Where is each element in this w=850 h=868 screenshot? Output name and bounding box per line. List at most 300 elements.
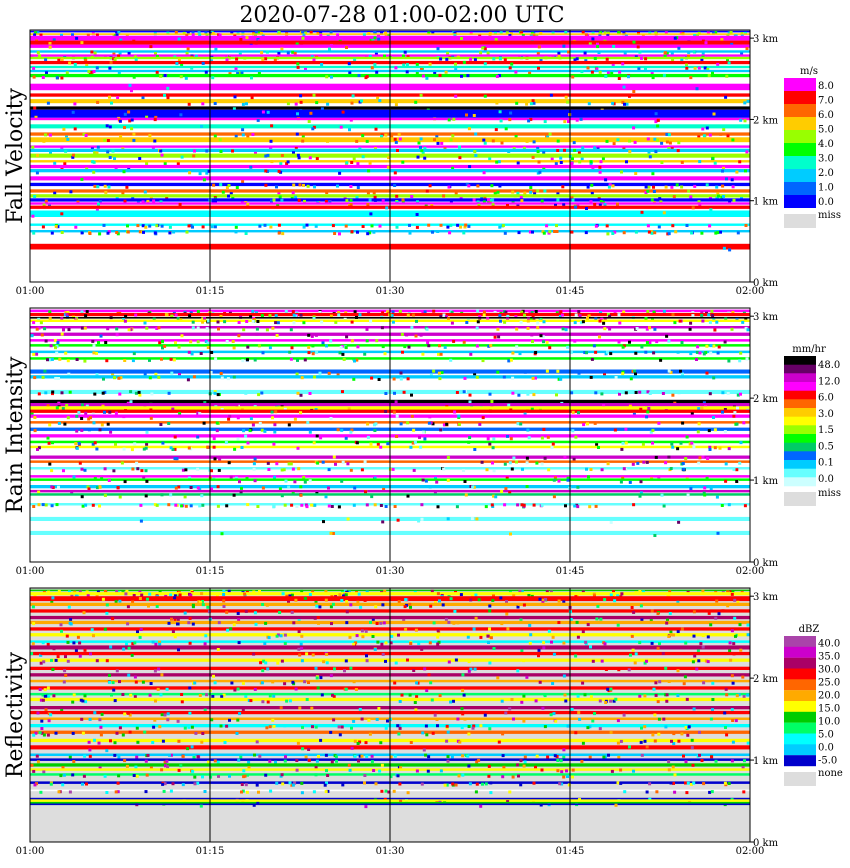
echo-pixel [302, 321, 305, 324]
echo-pixel [124, 320, 127, 323]
echo-pixel [45, 340, 48, 343]
echo-pixel [92, 171, 95, 174]
echo-pixel [329, 731, 332, 734]
echo-pixel [552, 443, 555, 446]
echo-pixel [508, 118, 511, 121]
echo-pixel [697, 430, 700, 433]
echo-pixel [306, 505, 309, 508]
echo-pixel [283, 682, 286, 685]
echo-pixel [452, 700, 455, 703]
echo-pixel [565, 96, 568, 99]
echo-pixel [693, 635, 696, 638]
echo-pixel [204, 634, 207, 637]
echo-pixel [181, 334, 184, 337]
echo-pixel [421, 731, 424, 734]
echo-pixel [125, 186, 128, 189]
echo-pixel [364, 805, 367, 808]
echo-pixel [351, 747, 354, 750]
echo-pixel [291, 611, 294, 614]
echo-pixel [297, 392, 300, 395]
echo-pixel [677, 351, 680, 354]
echo-pixel [127, 231, 130, 234]
echo-pixel [733, 617, 736, 620]
echo-pixel [662, 392, 665, 395]
echo-pixel [249, 429, 252, 432]
colorbar-label: 30.0 [818, 664, 841, 676]
echo-pixel [348, 764, 351, 767]
echo-pixel [525, 103, 528, 106]
echo-pixel [156, 504, 159, 507]
echo-pixel [702, 782, 705, 785]
echo-pixel [687, 782, 690, 785]
echo-pixel [743, 759, 746, 762]
echo-pixel [31, 146, 34, 149]
echo-pixel [45, 71, 48, 74]
echo-pixel [170, 446, 173, 449]
echo-pixel [557, 621, 560, 624]
echo-pixel [69, 622, 72, 625]
echo-pixel [490, 636, 493, 639]
echo-pixel [619, 782, 622, 785]
echo-pixel [199, 694, 202, 697]
echo-pixel [475, 790, 478, 793]
echo-pixel [325, 344, 328, 347]
echo-pixel [419, 446, 422, 449]
echo-pixel [299, 183, 302, 186]
echo-pixel [476, 783, 479, 786]
echo-pixel [127, 712, 130, 715]
echo-pixel [225, 725, 228, 728]
echo-pixel [595, 225, 598, 228]
echo-pixel [270, 124, 273, 127]
echo-pixel [178, 38, 181, 41]
echo-pixel [523, 192, 526, 195]
echo-pixel [584, 641, 587, 644]
echo-pixel [398, 783, 401, 786]
echo-pixel [671, 224, 674, 227]
echo-pixel [251, 310, 254, 313]
echo-pixel [282, 592, 285, 595]
echo-pixel [239, 38, 242, 41]
echo-pixel [253, 468, 256, 471]
echo-pixel [365, 654, 368, 657]
echo-pixel [739, 393, 742, 396]
echo-pixel [242, 103, 245, 106]
echo-pixel [494, 336, 497, 339]
echo-pixel [223, 605, 226, 608]
echo-pixel [505, 127, 508, 130]
echo-pixel [637, 45, 640, 48]
echo-pixel [571, 776, 574, 779]
echo-pixel [628, 746, 631, 749]
echo-pixel [85, 134, 88, 137]
colorbar-swatch [784, 143, 816, 156]
echo-pixel [422, 75, 425, 78]
echo-pixel [484, 62, 487, 65]
echo-pixel [529, 642, 532, 645]
echo-pixel [668, 680, 671, 683]
echo-pixel [551, 446, 554, 449]
echo-pixel [536, 322, 539, 325]
echo-pixel [685, 791, 688, 794]
echo-pixel [172, 231, 175, 234]
echo-pixel [374, 36, 377, 39]
echo-pixel [714, 428, 717, 431]
echo-pixel [724, 430, 727, 433]
colorbar-label: 4.0 [818, 139, 834, 150]
echo-pixel [524, 756, 527, 759]
echo-pixel [585, 231, 588, 234]
echo-pixel [294, 599, 297, 602]
echo-pixel [606, 140, 609, 143]
echo-pixel [57, 486, 60, 489]
echo-pixel [390, 635, 393, 638]
echo-pixel [382, 345, 385, 348]
echo-pixel [158, 341, 161, 344]
echo-pixel [34, 429, 37, 432]
echo-pixel [349, 636, 352, 639]
echo-pixel [72, 732, 75, 735]
echo-pixel [423, 749, 426, 752]
echo-pixel [51, 232, 54, 235]
echo-pixel [515, 102, 518, 105]
echo-pixel [74, 226, 77, 229]
echo-pixel [378, 99, 381, 102]
echo-pixel [67, 359, 70, 362]
echo-pixel [503, 376, 506, 379]
colorbar-label: 1.0 [818, 182, 834, 194]
echo-pixel [93, 70, 96, 73]
echo-pixel [191, 226, 194, 229]
echo-pixel [433, 621, 436, 624]
echo-pixel [601, 468, 604, 471]
echo-pixel [233, 623, 236, 626]
echo-pixel [492, 57, 495, 60]
echo-pixel [384, 352, 387, 355]
echo-pixel [663, 310, 666, 313]
echo-pixel [682, 755, 685, 758]
echo-pixel [296, 112, 299, 115]
echo-pixel [213, 446, 216, 449]
echo-pixel [47, 437, 50, 440]
echo-pixel [731, 593, 734, 596]
echo-pixel [656, 124, 659, 127]
echo-pixel [413, 469, 416, 472]
echo-pixel [67, 660, 70, 663]
echo-pixel [572, 411, 575, 414]
echo-pixel [449, 359, 452, 362]
echo-pixel [483, 313, 486, 316]
echo-pixel [487, 437, 490, 440]
echo-pixel [611, 770, 614, 773]
echo-pixel [564, 694, 567, 697]
echo-pixel [628, 150, 631, 153]
echo-pixel [222, 191, 225, 194]
echo-pixel [104, 467, 107, 470]
echo-pixel [492, 446, 495, 449]
echo-pixel [345, 225, 348, 228]
echo-pixel [471, 517, 474, 520]
echo-pixel [651, 232, 654, 235]
echo-pixel [366, 423, 369, 426]
echo-pixel [537, 654, 540, 657]
echo-pixel [612, 184, 615, 187]
echo-pixel [410, 394, 413, 397]
echo-pixel [309, 392, 312, 395]
echo-pixel [708, 224, 711, 227]
echo-pixel [136, 741, 139, 744]
echo-pixel [429, 184, 432, 187]
y-tick-label: 2 km [753, 115, 779, 127]
echo-pixel [52, 694, 55, 697]
x-tick-label: 01:00 [15, 846, 45, 857]
echo-pixel [428, 415, 431, 418]
echo-pixel [161, 713, 164, 716]
echo-pixel [143, 404, 146, 407]
echo-pixel [724, 480, 727, 483]
echo-pixel [535, 462, 538, 465]
echo-pixel [573, 149, 576, 152]
echo-pixel [55, 659, 58, 662]
colorbar-label: 7.0 [818, 95, 834, 107]
echo-pixel [299, 485, 302, 488]
echo-pixel [676, 447, 679, 450]
echo-pixel [343, 358, 346, 361]
echo-pixel [629, 481, 632, 484]
echo-pixel [644, 57, 647, 60]
echo-pixel [192, 623, 195, 626]
echo-pixel [632, 126, 635, 129]
echo-pixel [621, 372, 624, 375]
echo-pixel [426, 434, 429, 437]
echo-pixel [173, 358, 176, 361]
echo-pixel [410, 741, 413, 744]
echo-pixel [74, 442, 77, 445]
echo-pixel [440, 142, 443, 145]
echo-pixel [280, 634, 283, 637]
echo-pixel [598, 51, 601, 54]
echo-pixel [50, 485, 53, 488]
echo-pixel [461, 726, 464, 729]
echo-pixel [83, 611, 86, 614]
echo-pixel [416, 770, 419, 773]
echo-pixel [330, 76, 333, 79]
echo-pixel [505, 600, 508, 603]
x-tick-label: 02:00 [735, 286, 765, 297]
echo-pixel [742, 790, 745, 793]
echo-pixel [36, 448, 39, 451]
echo-pixel [361, 755, 364, 758]
echo-pixel [638, 641, 641, 644]
echo-pixel [190, 67, 193, 70]
echo-pixel [131, 654, 134, 657]
echo-pixel [151, 741, 154, 744]
colorbar-swatch [784, 195, 816, 208]
echo-pixel [109, 125, 112, 128]
echo-pixel [733, 599, 736, 602]
echo-pixel [488, 443, 491, 446]
echo-pixel [256, 328, 259, 331]
colorbar-swatch [784, 391, 816, 400]
echo-pixel [386, 442, 389, 445]
echo-pixel [550, 641, 553, 644]
echo-pixel [190, 504, 193, 507]
echo-pixel [404, 628, 407, 631]
echo-pixel [577, 711, 580, 714]
echo-pixel [375, 71, 378, 74]
echo-pixel [407, 314, 410, 317]
echo-pixel [49, 134, 52, 137]
echo-pixel [350, 161, 353, 164]
echo-pixel [563, 675, 566, 678]
echo-pixel [714, 232, 717, 235]
echo-pixel [32, 734, 35, 737]
echo-pixel [564, 700, 567, 703]
echo-pixel [34, 783, 37, 786]
echo-pixel [77, 636, 80, 639]
echo-pixel [257, 791, 260, 794]
colorbar-label: -5.0 [818, 755, 838, 767]
echo-pixel [197, 340, 200, 343]
echo-pixel [227, 195, 230, 198]
colorbar-swatch [784, 382, 816, 391]
echo-pixel [66, 71, 69, 74]
echo-pixel [616, 203, 619, 206]
echo-pixel [736, 694, 739, 697]
echo-pixel [440, 224, 443, 227]
echo-pixel [364, 490, 367, 493]
echo-pixel [279, 487, 282, 490]
echo-pixel [574, 436, 577, 439]
echo-pixel [573, 505, 576, 508]
echo-pixel [149, 45, 152, 48]
echo-pixel [201, 775, 204, 778]
echo-pixel [736, 407, 739, 410]
echo-pixel [458, 423, 461, 426]
echo-pixel [663, 505, 666, 508]
echo-pixel [477, 320, 480, 323]
echo-pixel [285, 310, 288, 313]
echo-pixel [372, 231, 375, 234]
echo-pixel [709, 134, 712, 137]
echo-pixel [447, 731, 450, 734]
echo-pixel [625, 442, 628, 445]
echo-pixel [145, 494, 148, 497]
y-tick-label: 0 km [753, 838, 779, 849]
echo-pixel [110, 102, 113, 105]
echo-pixel [169, 594, 172, 597]
echo-pixel [228, 415, 231, 418]
echo-pixel [459, 226, 462, 229]
echo-pixel [421, 518, 424, 521]
echo-pixel [63, 423, 66, 426]
colorbar-label: 6.0 [818, 392, 834, 404]
echo-pixel [105, 612, 108, 615]
echo-pixel [169, 493, 172, 496]
echo-pixel [461, 673, 464, 676]
echo-pixel [167, 503, 170, 506]
echo-pixel [154, 118, 157, 121]
echo-pixel [504, 232, 507, 235]
echo-pixel [619, 390, 622, 393]
echo-pixel [487, 52, 490, 55]
echo-pixel [643, 725, 646, 728]
echo-pixel [188, 726, 191, 729]
echo-pixel [732, 682, 735, 685]
echo-pixel [47, 695, 50, 698]
echo-pixel [89, 416, 92, 419]
echo-pixel [322, 461, 325, 464]
echo-pixel [230, 476, 233, 479]
echo-pixel [80, 41, 83, 44]
echo-pixel [562, 642, 565, 645]
echo-pixel [98, 505, 101, 508]
colorbar-missing-swatch [784, 772, 816, 786]
echo-pixel [692, 660, 695, 663]
echo-pixel [473, 199, 476, 202]
echo-pixel [268, 636, 271, 639]
echo-pixel [139, 504, 142, 507]
echo-pixel [87, 70, 90, 73]
echo-pixel [503, 503, 506, 506]
echo-pixel [376, 622, 379, 625]
echo-pixel [269, 226, 272, 229]
x-tick-label: 01:30 [375, 286, 405, 297]
echo-pixel [396, 724, 399, 727]
echo-pixel [112, 689, 115, 692]
echo-pixel [535, 310, 538, 313]
echo-pixel [660, 142, 663, 145]
echo-pixel [53, 162, 56, 165]
echo-pixel [469, 598, 472, 601]
colorbar-label: 1.5 [818, 425, 834, 437]
echo-pixel [544, 120, 547, 123]
echo-pixel [473, 628, 476, 631]
echo-pixel [423, 157, 426, 160]
echo-pixel [590, 376, 593, 379]
echo-pixel [267, 462, 270, 465]
echo-pixel [571, 157, 574, 160]
echo-pixel [145, 327, 148, 330]
echo-pixel [64, 655, 67, 658]
echo-pixel [84, 700, 87, 703]
echo-pixel [614, 698, 617, 701]
echo-pixel [427, 344, 430, 347]
echo-pixel [256, 320, 259, 323]
echo-pixel [285, 480, 288, 483]
x-tick-label: 01:45 [555, 286, 585, 297]
echo-pixel [466, 755, 469, 758]
echo-pixel [680, 442, 683, 445]
echo-pixel [80, 718, 83, 721]
echo-pixel [635, 231, 638, 234]
echo-pixel [78, 442, 81, 445]
echo-pixel [479, 805, 482, 808]
echo-pixel [663, 211, 666, 214]
echo-pixel [287, 160, 290, 163]
panels [3, 30, 843, 857]
echo-pixel [550, 713, 553, 716]
echo-pixel [304, 481, 307, 484]
echo-pixel [463, 390, 466, 393]
echo-pixel [132, 359, 135, 362]
echo-pixel [426, 341, 429, 344]
echo-pixel [600, 392, 603, 395]
echo-pixel [495, 161, 498, 164]
echo-pixel [570, 231, 573, 234]
echo-pixel [175, 62, 178, 65]
echo-pixel [82, 732, 85, 735]
